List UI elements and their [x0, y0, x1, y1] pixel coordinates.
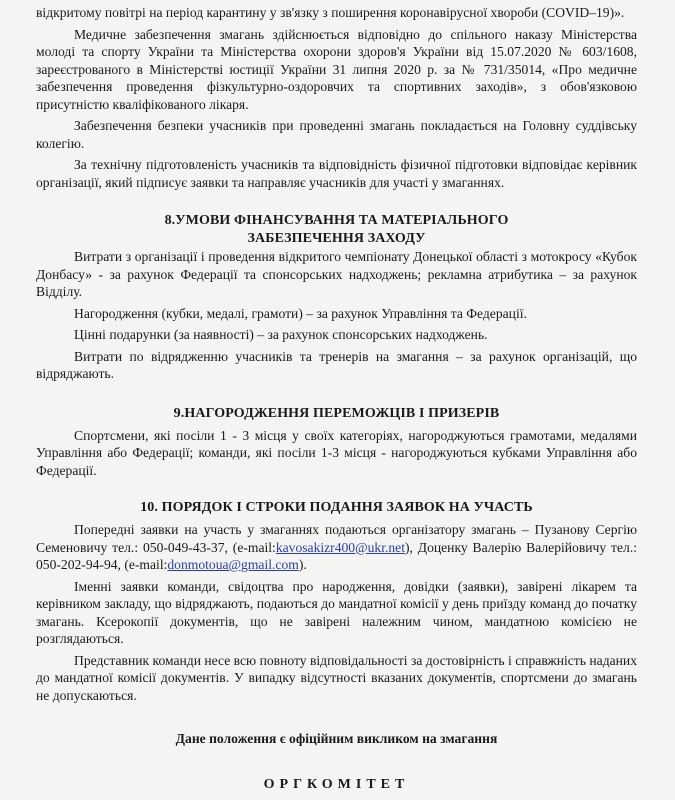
- email-link-puzanov[interactable]: kavosakizr400@ukr.net: [275, 539, 405, 555]
- section-8-paragraph-2: Нагородження (кубки, медалі, грамоти) – за рахунок Управління та Федерації.: [74, 305, 527, 321]
- email-link-dotsenko[interactable]: donmotoua@gmail.com: [167, 557, 299, 572]
- section-10-paragraph-3: Представник команди несе всю повноту відповідальності за достовірність і справжність наданих до мандатної комісії документів. У випадку відсутності вказаних документів, спортсмени до змагань не допускаються.: [36, 652, 637, 703]
- section-8-paragraph-3: Цінні подарунки (за наявності) – за рахунок спонсорських надходжень.: [74, 327, 488, 342]
- section-9-paragraph-1: Спортсмени, які посіли 1 - 3 місця у своїх категоріях, нагороджуються грамотами, медалями Управління або Федерації; команди, які посіли 1-3 місця - нагороджуються кубками Управління або Федерації.: [36, 427, 637, 478]
- section-10-title: 10. ПОРЯДОК І СТРОКИ ПОДАННЯ ЗАЯВОК НА УЧАСТЬ: [140, 500, 533, 515]
- safety-paragraph: Забезпечення безпеки учасників при проведенні змагань покладається на Головну суддівську колегію.: [36, 118, 637, 151]
- section-10-paragraph-1: [36, 521, 637, 574]
- section-8-title-line-1: 8.УМОВИ ФІНАНСУВАННЯ ТА МАТЕРІАЛЬНОГО: [164, 213, 509, 228]
- technical-readiness-paragraph: За технічну підготовленість учасників та відповідність фізичної підготовки відповідає керівник організації, який підписує заявки та направляє учасників для участі у змаганнях.: [36, 157, 637, 190]
- section-10-paragraph-2: Іменні заявки команди, свідоцтва про народження, довідки (заявки), завірені лікарем та керівником закладу, що відряджають, подаються до мандатної комісії у день приїзду команд до початку змагань. Ксерокопії документів, що не завірені належним чином, мандатною комісією не розглядаються.: [36, 578, 637, 646]
- contact-text-part-1: Попередні заявки на участь у змаганнях подаються організатору змагань – Пузанову Сергію Семеновичу тел.: 050-049-43-37, (e-mail:: [36, 522, 637, 555]
- contact-text-part-2: ), Доценку Валерію Валерійовичу тел.: 050-202-94-94, (e-mail:: [36, 539, 637, 572]
- orgcommittee-signature: ОРГКОМІТЕТ: [263, 776, 410, 792]
- intro-paragraph-1: відкритому повітрі на період карантину у зв'язку з поширення коронавірусної хвороби (COVID–19)».: [36, 5, 625, 20]
- section-8-title-line-2: ЗАБЕЗПЕЧЕННЯ ЗАХОДУ: [247, 231, 426, 246]
- medical-support-paragraph: Медичне забезпечення змагань здійснюється відповідно до спільного наказу Міністерства молоді та спорту України та Міністерства охорони здоров'я України від 15.07.2020 № 603/1608, зареєстрованого в Міністерстві юстиції України 31 липня 2020 р. за № 731/35014, «Про медичне забезпечення проведення фізкультурно-оздоровчих та спортивних заходів», з обов'язковою присутністю кваліфікованого лікаря.: [36, 26, 637, 112]
- contact-text-part-3: ).: [298, 557, 307, 572]
- section-8-paragraph-1: Витрати з організації і проведення відкритого чемпіонату Донецької області з мотокросу «Кубок Донбасу» - за рахунок Федерації та спонсорських надходжень; рекламна атрибутика – за рахунок Відділу.: [36, 249, 637, 299]
- section-8-paragraph-4: Витрати по відрядженню учасників та тренерів на змагання – за рахунок організацій, що відряджають.: [36, 348, 637, 381]
- official-call-statement: Дане положення є офіційним викликом на змагання: [175, 731, 498, 746]
- section-9-title: 9.НАГОРОДЖЕННЯ ПЕРЕМОЖЦІВ І ПРИЗЕРІВ: [173, 405, 500, 421]
